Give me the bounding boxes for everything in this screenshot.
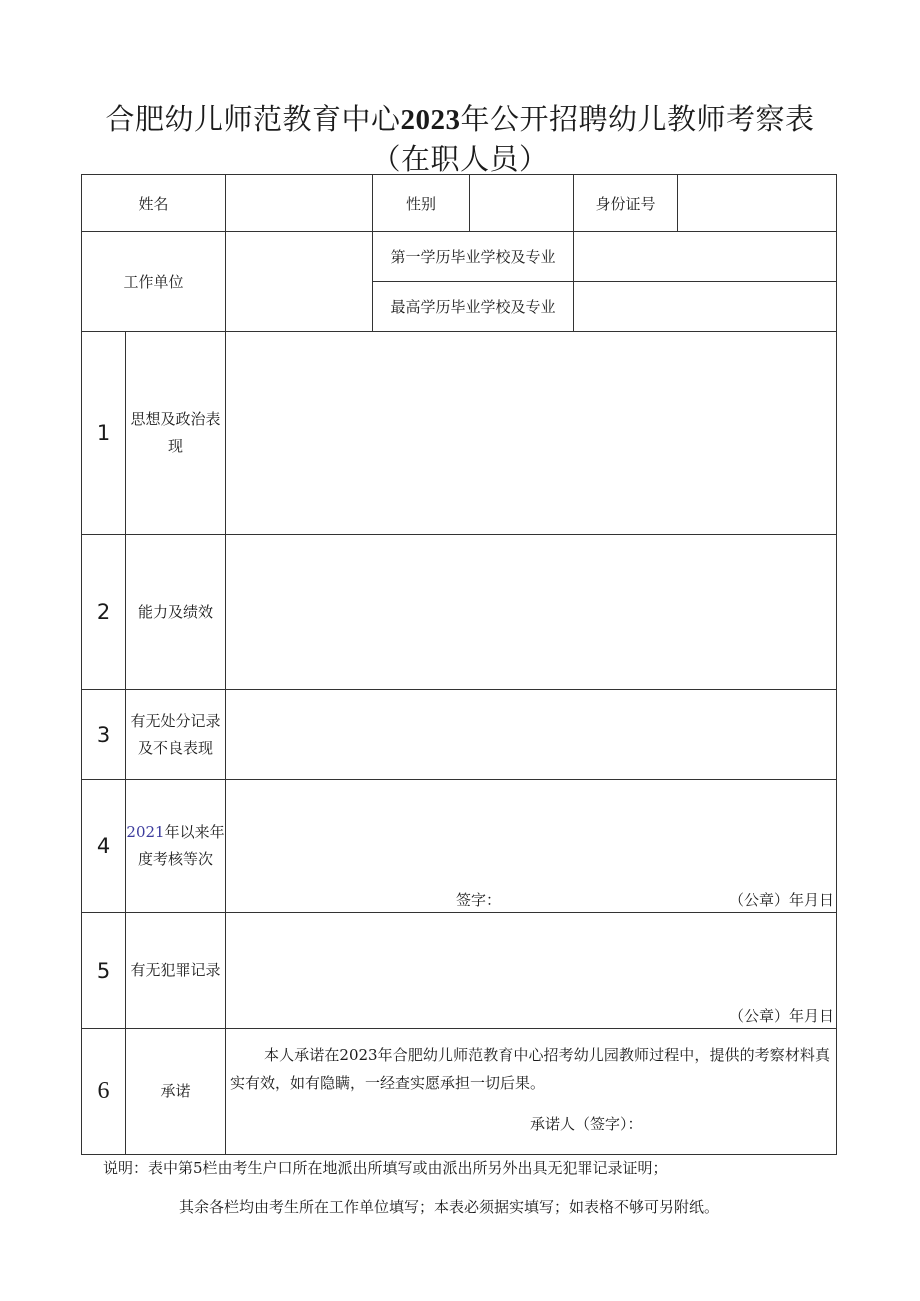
id-number-label: 身份证号 [574, 175, 678, 232]
section-label [126, 690, 226, 780]
label-line: 度考核等次 [138, 850, 214, 868]
disciplinary-record-field[interactable] [226, 690, 837, 780]
criminal-record-field[interactable] [226, 913, 837, 1029]
section-row [82, 780, 837, 913]
seal-date-label: （公章）年月日 [729, 1007, 835, 1025]
section-number: 6 [82, 1029, 126, 1155]
name-label: 姓名 [82, 175, 226, 232]
political-performance-field[interactable] [226, 332, 837, 535]
section-row [82, 913, 837, 1029]
section-row [82, 535, 837, 690]
section-label: 承诺 [126, 1029, 226, 1155]
title-part2: 年公开招聘幼儿教师考察表 [460, 102, 815, 136]
section-number: 5 [82, 913, 126, 1029]
label-line: 及不良表现 [138, 738, 214, 757]
first-edu-field[interactable] [574, 232, 837, 282]
work-unit-field[interactable] [226, 232, 373, 332]
work-unit-row [82, 232, 837, 282]
promise-field [226, 1029, 837, 1155]
section-label: 有无犯罪记录 [126, 913, 226, 1029]
label-line: 现 [168, 437, 184, 455]
section-label [126, 780, 226, 913]
section-row [82, 332, 837, 535]
inspection-form-table [81, 174, 837, 1155]
seal-date-label: （公章）年月日 [729, 891, 835, 909]
section-number: 2 [82, 535, 126, 690]
section-row [82, 1029, 837, 1155]
annual-assessment-field[interactable] [226, 780, 837, 913]
section-row [82, 690, 837, 780]
section-number: 4 [82, 780, 126, 913]
gender-field[interactable] [470, 175, 574, 232]
section-number: 3 [82, 690, 126, 780]
form-subtitle: （在职人员） [371, 142, 549, 176]
signature-label: 签字： [456, 891, 502, 909]
basic-info-row [82, 175, 837, 232]
section-label: 能力及绩效 [126, 535, 226, 690]
highest-edu-label: 最高学历毕业学校及专业 [373, 282, 574, 332]
section-number: 1 [82, 332, 126, 535]
gender-label: 性别 [373, 175, 470, 232]
form-title [0, 97, 920, 138]
label-line: 有无处分记录 [130, 711, 221, 730]
note-line-1: 说明：表中第5栏由考生户口所在地派出所填写或由派出所另外出具无犯罪记录证明； [103, 1159, 668, 1177]
label-line: 思想及政治表 [130, 410, 221, 428]
name-field[interactable] [226, 175, 373, 232]
promise-text: 本人承诺在2023年合肥幼儿师范教育中心招考幼儿园教师过程中，提供的考察材料真实有效，如有隐瞒，一经查实愿承担一切后果。 [230, 1046, 831, 1092]
title-part1: 合肥幼儿师范教育中心 [105, 102, 401, 136]
promise-signature-label: 承诺人（签字）： [530, 1115, 643, 1133]
work-unit-label: 工作单位 [82, 232, 226, 332]
first-edu-label: 第一学历毕业学校及专业 [373, 232, 574, 282]
label-year: 2021 [126, 823, 165, 841]
ability-performance-field[interactable] [226, 535, 837, 690]
section-label [126, 332, 226, 535]
id-number-field[interactable] [678, 175, 837, 232]
label-line: 年以来年 [164, 823, 225, 841]
note-line-2: 其余各栏均由考生所在工作单位填写；本表必须据实填写；如表格不够可另附纸。 [179, 1198, 720, 1216]
title-year: 2023 [400, 104, 461, 136]
highest-edu-field[interactable] [574, 282, 837, 332]
